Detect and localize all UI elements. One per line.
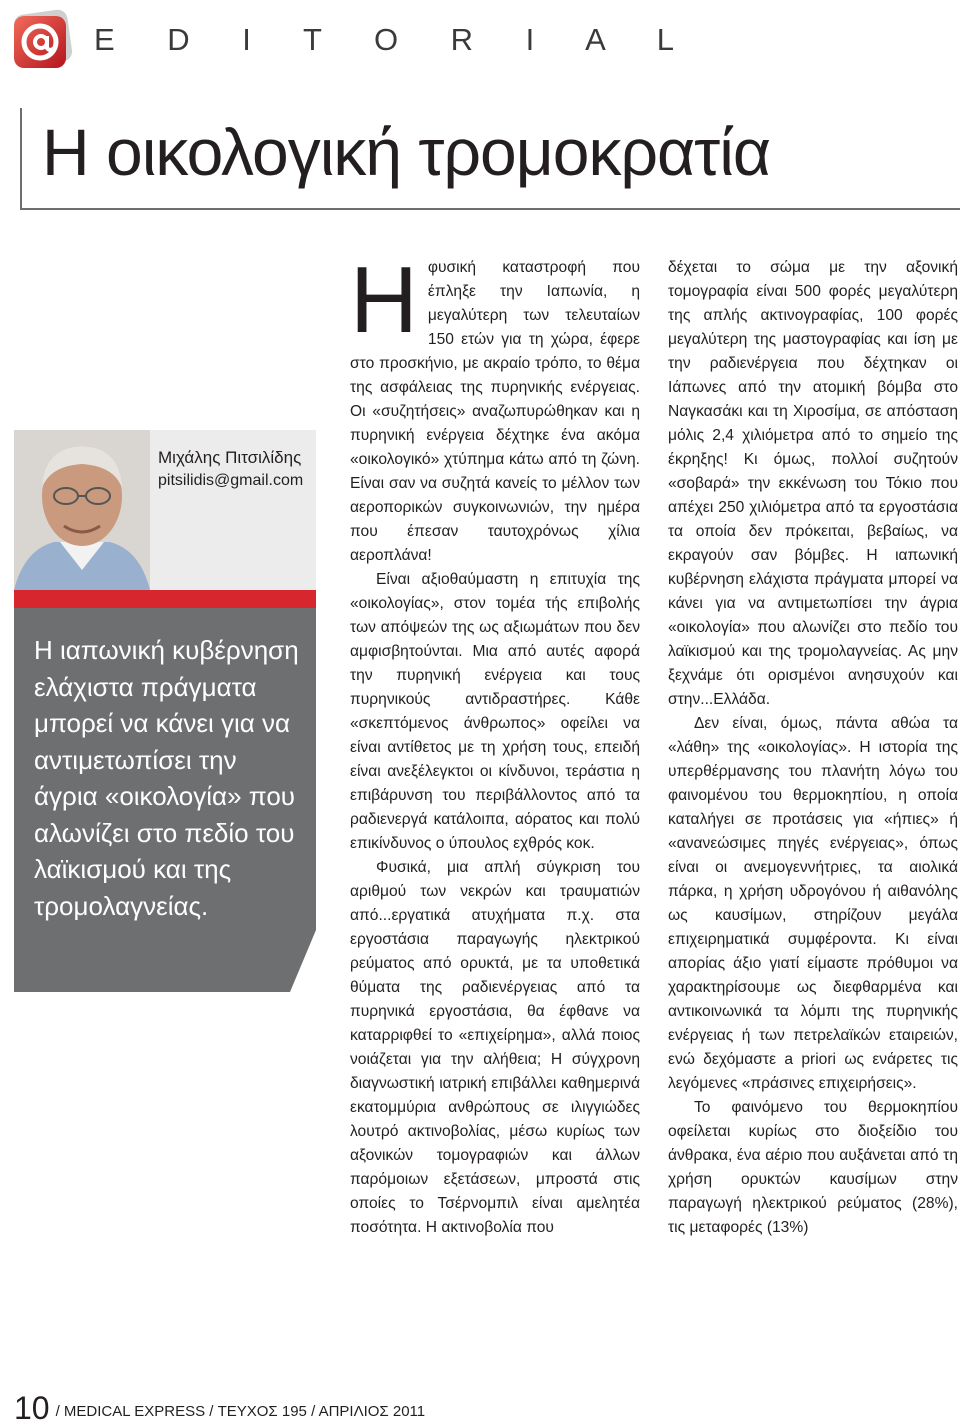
article-title: Η οικολογική τρομοκρατία [42, 115, 771, 189]
sidebar-corner-cut [290, 930, 316, 992]
article-paragraph: Φυσικά, μια απλή σύγκριση του αριθμού των νεκρών και τραυματιών από...εργατικά ατυχήματα π.χ. στα εργοστάσια παραγωγής ηλεκτρικού ρεύματος από ορυκτά, με τα υποθετικά θύματα της ραδιενέργειας από τα πυρηνικά εργοστάσια, θα έφθανε να καταρριφθεί το «επιχείρημα», αλλά ποιος νοιάζεται για την αλήθεια; Η σύγχρονη διαγνωστική ιατρική επιβάλλει καθημερινά εκατομμύρια ανθρώπους σε ιλιγγιώδες λουτρό ακτινοβολίας, μέσω κυρίως των αξονικών τομογραφιών και άλλων παρόμοιων εξετάσεων, μπροστά στις οποίες το Τσέρνομπιλ είναι αμελητέα ποσότητα. Η ακτινοβολία που [350, 859, 640, 1236]
author-name: Μιχάλης Πιτσιλίδης [158, 448, 302, 467]
article-column-2 [668, 256, 958, 1240]
drop-cap: Η [350, 247, 418, 352]
article-column-1 [350, 247, 640, 1240]
author-email: pitsilidis@gmail.com [158, 472, 304, 489]
article-paragraph: Το φαινόμενο του θερμοκηπίου οφείλεται κυρίως στο διοξείδιο του άνθρακα, ένα αέριο που αυξάνεται από τη χρήση ορυκτών καυσίμων στην παραγωγή ηλεκτρικού ρεύματος (28%), τις μεταφορές (13%) [668, 1099, 958, 1236]
accent-bar [14, 590, 316, 608]
article-paragraph: Δεν είναι, όμως, πάντα αθώα τα «λάθη» της «οικολογίας». Η ιστορία της υπερθέρμανσης του πλανήτη λόγω του φαινομένου του θερμοκηπίου, η οποία καταλήγει σε προτάσεις για «ήπιες» ή «ανανεώσιμες πηγές ενέργειας», όπως είναι οι ανεμογεννήτριες, τα αιολικά πάρκα, η χρήση υδρογόνου ή αιθανόλης ως καυσίμων, στηρίζουν μεγάλα επιχειρηματικά συμφέροντα. Κι είναι απορίας άξιο γιατί είμαστε πρόθυμοι να χαρακτηρίσουμε ως διεφθαρμένα και αντικοινωνικά τα λόμπι της πυρηνικής ενέργειας ή των πετρελαϊκών εταιρειών, ενώ δεχόμαστε a priori ως ενάρετες τις λεγόμενες «πράσινες επιχειρήσεις». [668, 715, 958, 1092]
article-paragraph [350, 247, 640, 568]
author-box [14, 430, 316, 590]
at-sign-logo-icon [10, 8, 74, 72]
publication-info: / MEDICAL EXPRESS / ΤΕΥΧΟΣ 195 / ΑΠΡΙΛΙΟΣ 2011 [55, 1403, 426, 1420]
page-number: 10 [14, 1390, 50, 1426]
article-paragraph: δέχεται το σώμα με την αξονική τομογραφία είναι 500 φορές μεγαλύτερη της απλής ακτινογραφίας, 100 φορές μεγαλύτερη της μαστογραφίας και ίση με την ραδιενέργεια που δέχτηκαν οι Ιάπωνες από την ατομική βόμβα στο Ναγκασάκι και τη Χιροσίμα, σε απόσταση μόλις 2,4 χιλιόμετρα από το σημείο της έκρηξης! Κι όμως, πολλοί συζητούν «σοβαρά» την εκκένωση του Τόκιο που απέχει 250 χιλιόμετρα από τα εργοστάσια τα οποία δεν πρόκειται, βεβαίως, να εκραγούν σαν βόμβες. Η ιαπωνική κυβέρνηση ελάχιστα πράγματα μπορεί να κάνει για να αντιμετωπίσει την άγρια «οικολογία» που αλωνίζει στο πεδίο του λαϊκισμού και της τρομολαγνείας. Ας μην ξεχνάμε ότι ορισμένοι ανησυχούν και στην...Ελλάδα. [668, 259, 958, 708]
article-paragraph: Είναι αξιοθαύμαστη η επιτυχία της «οικολογίας», στον τομέα τής επιβολής των απόψεών της ως αξιωμάτων που δεν αμφισβητούνται. Μια από αυτές αφορά την πυρηνική ενέργεια και τους πυρηνικούς αντιδραστήρες. Κάθε «σκεπτόμενος άνθρωπος» οφείλει να είναι αντίθετος με τη χρήση τους, επειδή είναι ανεξέλεγκτοι οι κίνδυνοι, τεράστια η επιβάρυνση του περιβάλλοντος από τα ραδιενεργά κατάλοιπα, αόρατος και πολύ επικίνδυνος ο ύπουλος εχθρός κοκ. [350, 571, 640, 852]
title-rule-horizontal [20, 208, 960, 210]
author-photo [14, 430, 150, 590]
pull-quote: Η ιαπωνική κυβέρνηση ελάχιστα πράγματα μπορεί να κάνει για να αντιμετωπίσει την άγρια «οικολογία» που αλωνίζει στο πεδίο του λαϊκισμού και της τρομολαγνείας. [34, 635, 299, 921]
page-footer [14, 1390, 425, 1427]
section-label: E D I T O R I A L [94, 22, 697, 57]
title-rule-vertical [20, 108, 22, 210]
paragraph-text: φυσική καταστροφή που έπληξε την Ιαπωνία, η μεγαλύτερη των τελευταίων 150 ετών για τη χώρα, έφερε στο προσκήνιο, με ακραίο τρόπο, το θέμα της ασφάλειας της πυρηνικής ενέργειας. Οι «συζητήσεις» αναζωπυρώθηκαν και η πυρηνική ενέργεια δέχτηκε ένα ακόμα «οικολογικό» χτύπημα κάτω από τη ζώνη. Είναι σαν να συζητά κανείς το μέλλον των αεροπορικών συγκοινωνιών, την ημέρα που έπεσαν ταυτοχρόνως χίλια αεροπλάνα! [350, 259, 640, 564]
